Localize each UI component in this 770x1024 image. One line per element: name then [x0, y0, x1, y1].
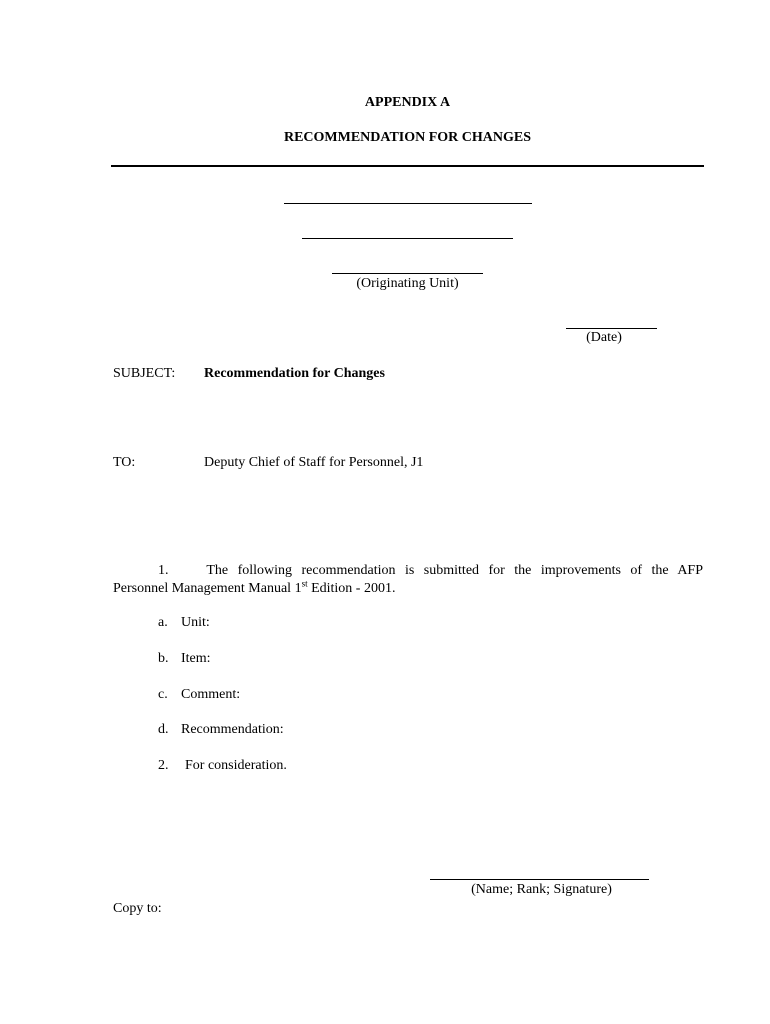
list-item-label: Recommendation: — [181, 722, 284, 737]
list-item-item — [158, 651, 211, 667]
to-value: Deputy Chief of Staff for Personnel, J1 — [204, 455, 424, 470]
originating-unit-blank-line-3[interactable] — [332, 273, 483, 274]
list-item-unit — [158, 615, 210, 631]
originating-unit-blank-line-1[interactable] — [284, 203, 532, 204]
paragraph-1-line-2-text: Personnel Management Manual 1 — [113, 581, 302, 596]
subject-value: Recommendation for Changes — [204, 366, 385, 381]
paragraph-1-line-2-tail: Edition - 2001. — [307, 581, 396, 596]
list-item-label: Item: — [181, 651, 211, 666]
list-item-comment — [158, 687, 240, 703]
copy-to-label: Copy to: — [113, 901, 162, 916]
paragraph-1-text: The following recommendation is submitted for the improvements of the AFP — [206, 563, 703, 578]
paragraph-1-number: 1. — [158, 563, 169, 578]
list-item-marker: a. — [158, 615, 168, 630]
ordinal-suffix: st — [301, 578, 308, 589]
originating-unit-blank-line-2[interactable] — [302, 238, 513, 239]
list-item-label: Unit: — [181, 615, 210, 630]
date-label: (Date) — [586, 330, 622, 345]
list-item-marker: d. — [158, 722, 169, 737]
list-item-marker: b. — [158, 651, 169, 666]
subject-label: SUBJECT: — [113, 366, 176, 381]
paragraph-1 — [113, 562, 703, 598]
list-item-marker: c. — [158, 687, 168, 702]
list-item-recommendation — [158, 722, 284, 738]
paragraph-1-line-2 — [113, 580, 703, 598]
signature-label: (Name; Rank; Signature) — [471, 882, 612, 897]
appendix-title: APPENDIX A — [364, 95, 451, 110]
paragraph-2 — [158, 758, 287, 774]
originating-unit-label: (Originating Unit) — [356, 276, 459, 291]
paragraph-2-number: 2. — [158, 758, 169, 773]
header-divider — [111, 165, 704, 167]
paragraph-2-text: For consideration. — [185, 758, 287, 773]
paragraph-1-line-1 — [113, 562, 703, 580]
list-item-label: Comment: — [181, 687, 241, 702]
date-blank-line[interactable] — [566, 328, 657, 329]
signature-blank-line[interactable] — [430, 879, 649, 880]
form-title: RECOMMENDATION FOR CHANGES — [283, 130, 532, 145]
to-label: TO: — [113, 455, 136, 470]
